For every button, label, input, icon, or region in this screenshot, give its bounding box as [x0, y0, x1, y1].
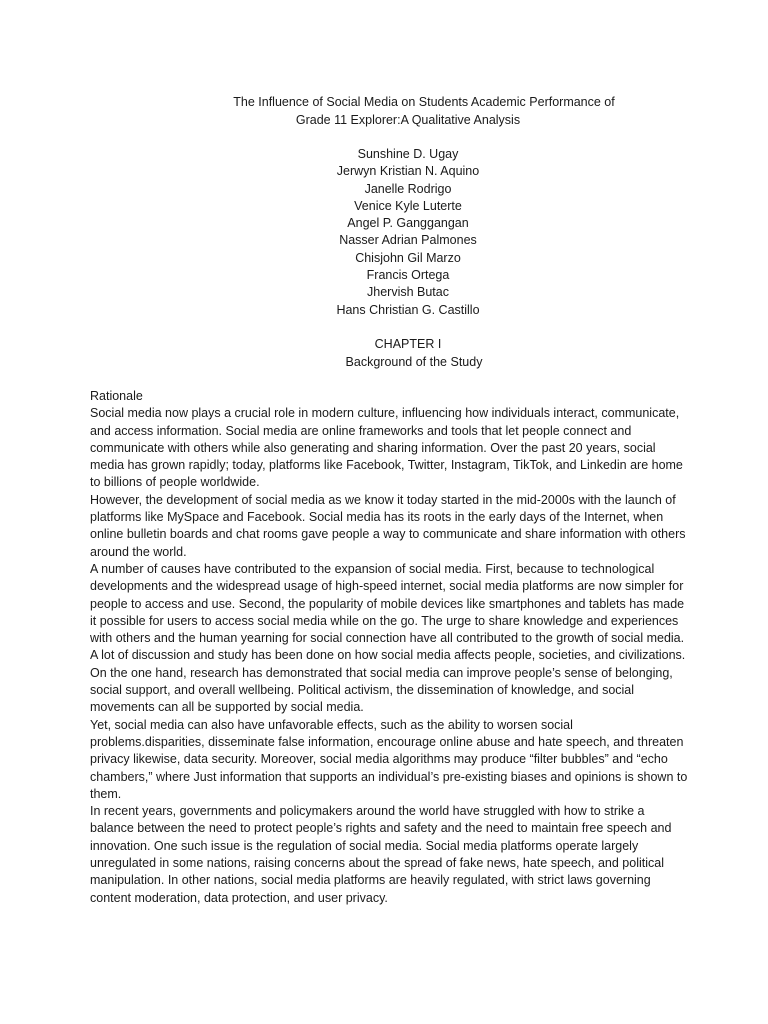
author-name: Janelle Rodrigo — [364, 181, 452, 196]
section-heading: Rationale — [90, 389, 143, 403]
title-line-2: Grade 11 Explorer:A Qualitative Analysis — [295, 112, 521, 127]
body-text — [90, 388, 690, 907]
author-name: Nasser Adrian Palmones — [339, 233, 477, 248]
author-name: Angel P. Ganggangan — [347, 216, 469, 231]
paragraph: However, the development of social media as we know it today started in the mid-2000s with the launch of platforms like MySpace and Facebook. Social media has its roots in the early days of the Internet, when online bulletin boards and chat rooms gave people a way to communicate and share information with others around the world. — [90, 492, 686, 559]
paragraph: Yet, social media can also have unfavorable effects, such as the ability to worsen social problems.disparities, disseminate false information, encourage online abuse and hate speech, and threaten privacy likewise, data security. Moreover, social media algorithms may produce “filter bubbles” and “echo chambers,” where Just information that supports an individual’s pre-existing biases and opinions is shown to them. — [90, 717, 688, 801]
document-title — [0, 94, 768, 129]
author-name: Jhervish Butac — [367, 285, 449, 300]
paragraph: A number of causes have contributed to the expansion of social media. First, because to technological developments and the widespread usage of high-speed internet, social media platforms are now simpler for people to access and use. Second, the popularity of mobile devices like smartphones and tablets has made it possible for users to access social media while on the go. The urge to share knowledge and experiences with others and the human yearning for social connection have all contributed to the growth of social media. — [90, 561, 685, 646]
paragraph: Social media now plays a crucial role in modern culture, influencing how individuals interact, communicate, and access information. Social media are online frameworks and tools that let people connect and communicate with others while also generating and sharing information. Over the past 20 years, social media has grown rapidly; today, platforms like Facebook, Twitter, Instagram, TikTok, and Linkedin are home to billions of people worldwide. — [90, 406, 683, 490]
title-line-1: The Influence of Social Media on Students Academic Performance of — [233, 95, 615, 109]
author-name: Francis Ortega — [366, 268, 450, 283]
paragraph: A lot of discussion and study has been done on how social media affects people, societies, and civilizations. On the one hand, research has demonstrated that social media can improve people’s sense of belonging, social support, and overall wellbeing. Political activism, the dissemination of knowledge, and social movements can all be supported by social media. — [90, 648, 686, 715]
chapter-subtitle: Background of the Study — [345, 354, 483, 369]
chapter-heading — [0, 336, 768, 371]
author-name: Venice Kyle Luterte — [354, 198, 462, 213]
paragraph: In recent years, governments and policymakers around the world have struggled with how to strike a balance between the need to protect people’s rights and safety and the need to maintain free speech and innovation. One such issue is the regulation of social media. Social media platforms operate largely unregulated in some nations, raising concerns about the spread of fake news, hate speech, and political manipulation. In other nations, social media platforms are heavily regulated, with strict laws governing content moderation, data protection, and user privacy. — [90, 804, 672, 905]
author-name: Jerwyn Kristian N. Aquino — [336, 164, 480, 179]
author-list — [0, 146, 768, 319]
author-name: Hans Christian G. Castillo — [336, 302, 480, 317]
author-name: Chisjohn Gil Marzo — [355, 250, 461, 265]
author-name: Sunshine D. Ugay — [357, 147, 459, 161]
chapter-label: CHAPTER I — [374, 337, 442, 351]
